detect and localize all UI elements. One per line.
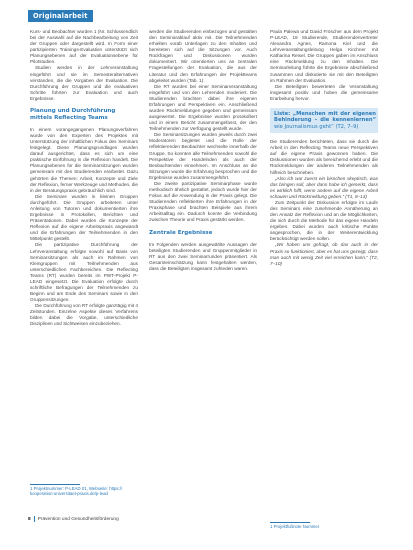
page-footer [28, 516, 119, 522]
paragraph: Die Beteiligten bewerteten die Veranstaltung insgesamt positiv und hoben die gemeinsame Erarbeitung hervor. [270, 83, 378, 101]
paragraph: Die RT wurden bei einer Seminarveranstaltung eingeführt und von den Lehrenden moderiert. Die Studierenden brachten dabei ihre eigenen Erfahrungen und Perspektiven ein. Anschließend wurden Rückmeldungen gegeben und gemeinsam ausgewertet. Die Ergebnisse wurden protokolliert und in einem Bericht zusammengefasst, der den Teilnehmenden zur Verfügung gestellt wurde. [149, 83, 257, 132]
text-column-1 [30, 29, 138, 480]
section-label: Originalarbeit [28, 10, 93, 22]
interview-quote: „Wir haben uns gefragt, ob das auch in der Praxis so funktioniert, aber es hat uns gezeigt, dass man auch mit wenig Zeit viel erreichen kann.“ (T2, 7–10) [270, 242, 378, 266]
quote-box-subtitle: wie Journalismus geht“ (T2, 7–9) [274, 123, 359, 130]
paragraph: In einem vorangegangenen Planungsverfahren wurde von den Experten des Projektes mit Unterstützung der inhaltlichen Fokus des Seminars festgelegt. Diese Planungsgrundlagen wurden darauf ausgerichtet, dass es sich um eine praktische Einführung in die Reflexion handelt. Die Planungsebenen für die Seminarsitzungen wurden gemeinsam mit den Studierenden erarbeitet. Dazu gehörten die Themen: Arbeit, Konzepte und Ziele der Reflexion, ferner Werkzeuge und Methoden, die in der Beratungspraxis gebräuchlich sind. [30, 126, 138, 193]
footnote-link[interactable]: kooperation-universitaet-praxis.de/p-lead [30, 491, 108, 497]
paragraph: werden die Studierenden einbezogen und gestalten den Seminarablauf aktiv mit. Die Teilnehmenden erhielten vorab Unterlagen zu den Inhalten und bereiteten sich auf die Sitzungen vor. Auch Rückfragen und Diskussionen wurden dokumentiert. Wir orientierten uns an zentralen Fragestellungen der Evaluation, die aus der Literatur und den Erfahrungen der Projektteams abgeleitet wurden (Tab. 1). [149, 29, 257, 83]
paragraph: Die Studierenden berichteten, dass sie durch die Arbeit in den Reflecting Teams neue Perspektiven auf die eigene Praxis gewonnen haben. Die Diskussionen wurden als bereichernd erlebt und die Rückmeldungen der anderen Teilnehmenden als hilfreich beschrieben. [270, 139, 378, 175]
paragraph: Studien werden in der Lehrveranstaltung eingeführt und sie im Semesteralternativen verstanden, die die Vorgaben der Evaluation. Die Durchführung der Gruppen und die evaluativen Schritte führten zur Evaluation und auch Ergebnisse. [30, 65, 138, 101]
section-heading: Zentrale Ergebnisse [149, 229, 213, 236]
footnote: 1 Projektfußnote Nummer [270, 524, 320, 529]
paragraph: Die Seminare wurden in kleinen Gruppen durchgeführt. Die Gruppen arbeiteten unter Anleitung von Tutoren und dokumentierten ihre Ergebnisse in Protokollen, Berichten und Präsentationen. Dabei wurden die Konzepte der Reflexion auf die eigene Arbeitspraxis angewandt und die Erfahrungen der Teilnehmenden in den Mittelpunkt gestellt. [30, 193, 138, 242]
paragraph: Die Durchführung von RT erfolgte ganztägig mit 4 Zeitstunden. Einzelne Aspekte dieses Verfahrens bilden dabei die Vorgabe, unterschiedliche Disziplinen und Sichtweisen einzubeziehen. [30, 303, 138, 327]
footnote-divider [30, 484, 80, 485]
footer-divider [34, 516, 35, 522]
paragraph: Die Seminarsitzungen wurden jeweils durch zwei Moderatoren begleitet und die Rolle der reflektierenden Beobachter wechselte innerhalb der Gruppe. So konnten alle Teilnehmenden sowohl die Perspektive der Handelnden als auch der Beobachtenden einnehmen. Im Anschluss an die Sitzungen wurde die Erfahrung besprochen und die Ergebnisse wurden zusammengeführt. [149, 132, 257, 180]
paragraph: Die zweite partizipative Seminarphase wurde methodisch ähnlich gestaltet, jedoch wurde hier der Fokus auf die Anwendung in der Praxis gelegt. Die Studierenden reflektierten ihre Erfahrungen in der Praxisphase und brachten Beispiele aus ihrem Arbeitsalltag ein. Dadurch konnte die Verbindung zwischen Theorie und Praxis gestärkt werden. [149, 180, 257, 223]
quote-box-title: Liste: „Menschen mit der eigenen Behinderung – die kennenlernen“ [274, 110, 376, 124]
highlight-quote-box [270, 108, 378, 133]
footnote-divider [270, 522, 310, 523]
paragraph: Die partizipative Durchführung der Lehrveranstaltung erfolgte sowohl auf Basis von Seminarsitzungen als auch im Rahmen von Kleingruppen mit Teilnehmenden aus unterschiedlichen Fachbereichen. Die Reflecting Teams (RT) wurden bereits im PWT-Projekt P-LEAD eingesetzt. Die Evaluation erfolgte durch schriftliche Befragungen der Teilnehmenden zu Beginn und am Ende des Seminars sowie in den Gruppensitzungen. [30, 242, 138, 303]
paragraph: Paula Palewa und David Fröscher aus dem Projekt P-LEAD, 19 Studierende, Studierendenvertreter Alexandra Agnes, Ramona Kiel und die Lehrveranstaltungsleitung Helga Kirchner mit Katharina Reisel. Die Gruppen gaben im Anschluss eine Rückmeldung zu den Inhalten. Die Seminarleitung führte die Ergebnisse abschließend zusammen und diskutierte sie mit den Beteiligten im Rahmen der Evaluation. [270, 29, 378, 83]
paragraph: Im Folgenden werden ausgewählte Aussagen der beteiligten Studierenden und Gruppenmitglieder in RT aus den zwei Seminarrunden präsentiert. Als Gesamteinschätzung kann festgehalten werden, dass die Beteiligten insgesamt zufrieden waren. [149, 241, 257, 271]
section-heading [30, 108, 138, 122]
paragraph: Kurs- und Beobachter wurden 1 (Nr. Schlussendlich bei der Auswahl auf die Nachbearbeitung von Zeit der Gruppen oder dargestellt wird. In Form einer partizipierten Trainings-Evaluation unterstützt sich Planungsebenen auf der Evaluationsebene für Pilotstudien. [30, 29, 138, 65]
journal-name: Prävention und Gesundheitsförderung [37, 516, 119, 522]
interview-quote: „Also ich war zuerst ein bisschen skeptisch, was das bringen soll, aber dann habe ich gemerkt, dass es wirklich hilft, wenn andere auf die eigene Arbeit schauen und Rückmeldung geben.“ (T1, 8–13) [270, 175, 378, 199]
heading-line: mittels Reflecting Teams [30, 114, 108, 121]
text-column-3 [270, 29, 378, 523]
footnote [30, 486, 138, 497]
heading-line: Planung und Durchführung [30, 107, 116, 114]
paragraph: Zum Zeitpunkt der Diskussion erfolgte im Laufe des Seminars eine zunehmende Annäherung an den Ansatz der Reflexion und an die Möglichkeiten, die sich durch die Methode für das eigene Handeln ergeben. Dabei wurden auch kritische Punkte angesprochen, die in der Weiterentwicklung berücksichtigt werden sollen. [270, 199, 378, 242]
footnote-line: 1 Projektnummer: P-LEAD 01, Webseite: https:// [30, 486, 123, 491]
text-column-2 [149, 29, 257, 523]
page-number: 8 [28, 516, 31, 522]
